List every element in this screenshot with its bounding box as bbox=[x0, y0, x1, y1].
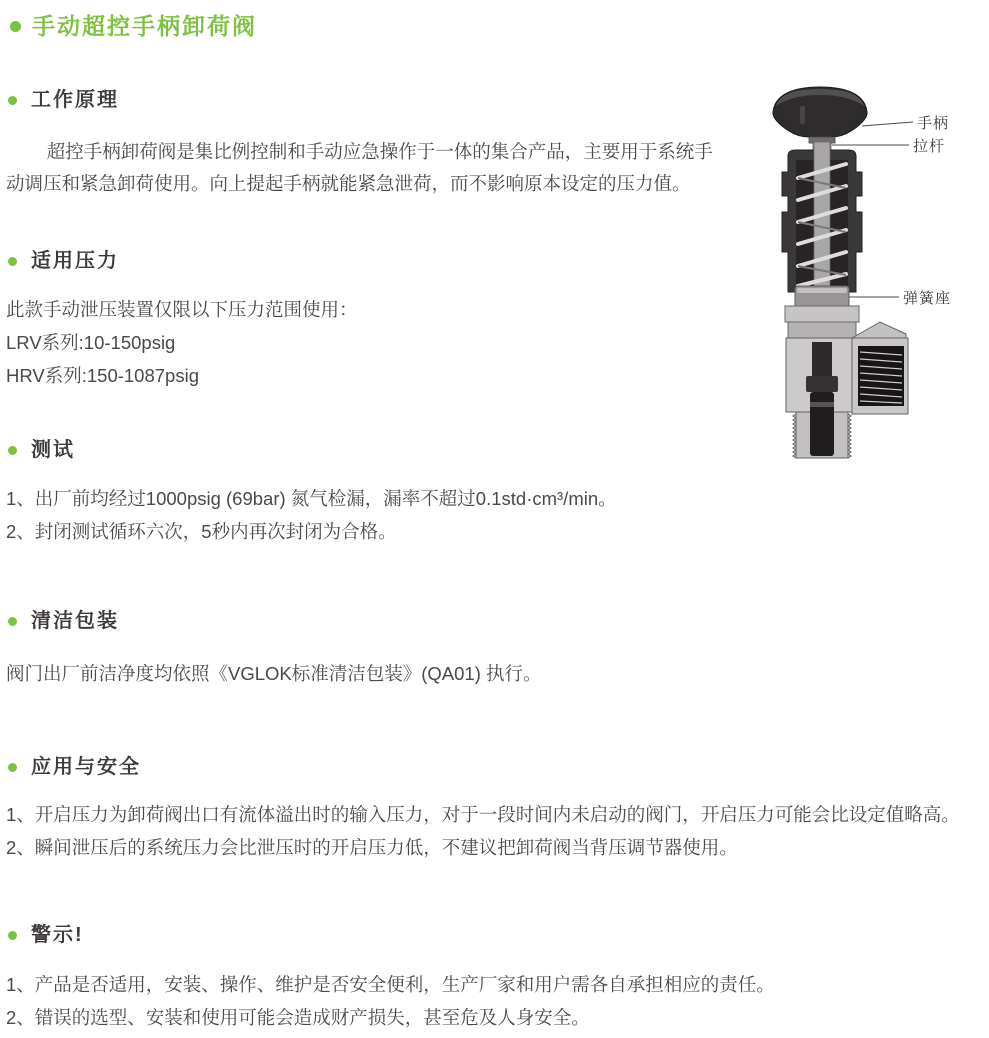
section-body-applicable-pressure bbox=[6, 293, 358, 392]
section-heading-applicable-pressure bbox=[8, 249, 119, 273]
section-body-testing bbox=[6, 482, 617, 548]
paragraph: 超控手柄卸荷阀是集比例控制和手动应急操作于一体的集合产品，主要用于系统手动调压和紧急卸荷使用。向上提起手柄就能紧急泄荷，而不影响原本设定的压力值。 bbox=[6, 141, 713, 194]
section-heading-testing bbox=[8, 438, 75, 462]
section-title: 警示! bbox=[31, 924, 84, 946]
body-hex bbox=[788, 322, 856, 338]
valve-illustration bbox=[740, 76, 989, 480]
handle-sheen bbox=[800, 106, 805, 124]
text-line: LRV系列:10-150psig bbox=[6, 332, 176, 353]
bullet-icon bbox=[8, 96, 17, 105]
bullet-icon bbox=[8, 257, 17, 266]
section-title: 工作原理 bbox=[31, 89, 119, 111]
section-body-cleaning-packaging bbox=[6, 657, 542, 690]
text-line: 2、瞬间泄压后的系统压力会比泄压时的开启压力低，不建议把卸荷阀当背压调节器使用。 bbox=[6, 837, 738, 858]
section-body-working-principle bbox=[6, 136, 720, 200]
page-title: 手动超控手柄卸荷阀 bbox=[32, 13, 257, 39]
bullet-icon bbox=[10, 21, 21, 32]
section-body-application-safety bbox=[6, 798, 960, 864]
section-heading-working-principle bbox=[8, 88, 119, 112]
text-line: 此款手动泄压装置仅限以下压力范围使用： bbox=[6, 299, 358, 320]
section-title: 清洁包装 bbox=[31, 610, 119, 632]
page-title-row bbox=[10, 13, 257, 40]
bullet-icon bbox=[8, 931, 17, 940]
text-line: 2、封闭测试循环六次，5秒内再次封闭为合格。 bbox=[6, 521, 397, 542]
text-line: 阀门出厂前洁净度均依照《VGLOK标准清洁包装》(QA01) 执行。 bbox=[6, 663, 542, 684]
section-title: 测试 bbox=[31, 439, 75, 461]
label-spring-seat: 弹簧座 bbox=[903, 290, 952, 307]
leader-line-handle bbox=[862, 122, 913, 126]
text-line: 2、错误的选型、安装和使用可能会造成财产损失，甚至危及人身安全。 bbox=[6, 1007, 590, 1028]
poppet-lower bbox=[810, 392, 834, 456]
spring-seat-highlight bbox=[797, 288, 847, 293]
label-handle: 手柄 bbox=[917, 115, 950, 132]
text-line: HRV系列:150-1087psig bbox=[6, 365, 199, 386]
bullet-icon bbox=[8, 446, 17, 455]
label-pull-rod: 拉杆 bbox=[913, 138, 946, 155]
section-heading-application-safety bbox=[8, 755, 141, 779]
section-heading-warning bbox=[8, 923, 84, 947]
text-line: 1、开启压力为卸荷阀出口有流体溢出时的输入压力，对于一段时间内未启动的阀门，开启压力可能会比设定值略高。 bbox=[6, 804, 960, 825]
poppet-taper bbox=[806, 376, 838, 392]
section-body-warning bbox=[6, 968, 775, 1034]
bonnet-flange bbox=[785, 306, 859, 322]
text-line: 1、出厂前均经过1000psig (69bar) 氮气检漏，漏率不超过0.1std·cm³/min。 bbox=[6, 488, 617, 509]
poppet-band bbox=[810, 402, 834, 407]
section-heading-cleaning-packaging bbox=[8, 609, 119, 633]
section-title: 适用压力 bbox=[31, 250, 119, 272]
bullet-icon bbox=[8, 763, 17, 772]
text-line: 1、产品是否适用，安装、操作、维护是否安全便利，生产厂家和用户需各自承担相应的责任。 bbox=[6, 974, 775, 995]
bullet-icon bbox=[8, 617, 17, 626]
section-title: 应用与安全 bbox=[31, 756, 141, 778]
